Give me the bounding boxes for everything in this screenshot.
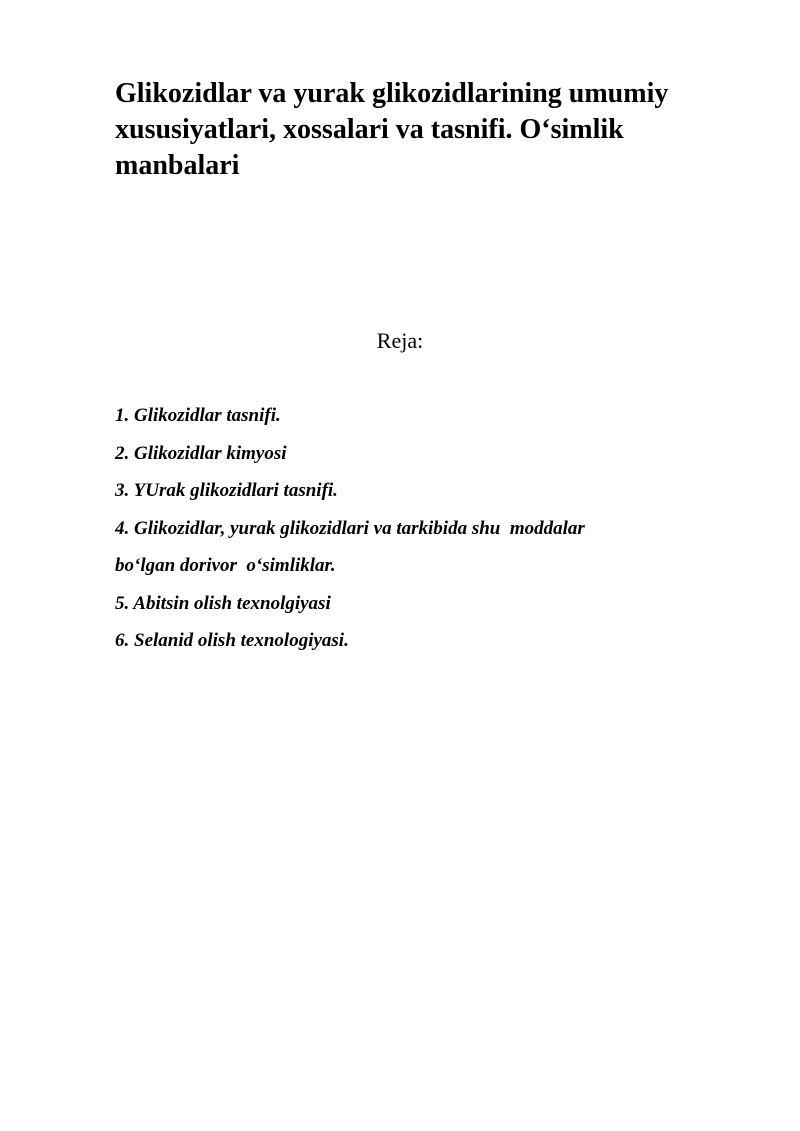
plan-item: 2. Glikozidlar kimyosi: [115, 442, 287, 464]
plan-item: 6. Selanid olish texnologiyasi.: [115, 630, 349, 651]
plan-item: 3. YUrak glikozidlari tasnifi.: [115, 480, 338, 501]
plan-heading: Reja:: [376, 328, 424, 353]
document-title: Glikozidlar va yurak glikozidlarining umumiy xususiyatlari, xossalari va tasnifi. O‘simlik manbalari: [115, 78, 669, 181]
plan-list: [115, 397, 715, 660]
plan-item-continuation: bo‘lgan dorivor o‘simliklar.: [115, 555, 336, 576]
plan-item: 5. Abitsin olish texnolgiyasi: [115, 592, 331, 614]
plan-item: 1. Glikozidlar tasnifi.: [115, 405, 281, 426]
plan-item: 4. Glikozidlar, yurak glikozidlari va tarkibida shu moddalar: [115, 517, 585, 539]
